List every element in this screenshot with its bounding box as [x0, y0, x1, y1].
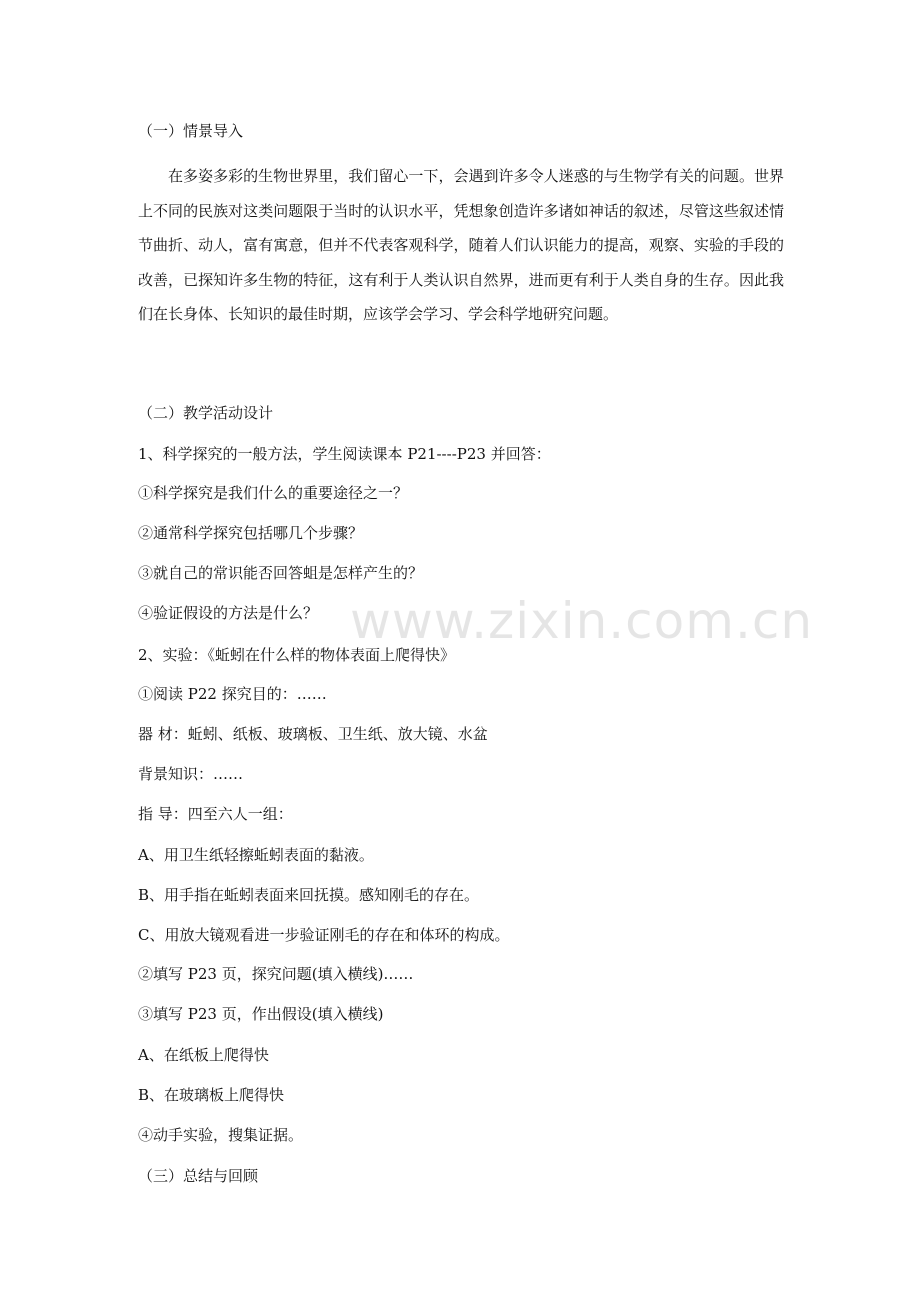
item1-text: 1、科学探究的一般方法，学生阅读课本 P21----P23 并回答：: [138, 445, 551, 463]
question-2: ②通常科学探究包括哪几个步骤？: [138, 524, 364, 542]
materials-line: 器 材：蚯蚓、纸板、玻璃板、卫生纸、放大镜、水盆: [138, 725, 488, 743]
step-2: ②填写 P23 页，探究问题(填入横线)……: [138, 965, 414, 983]
step-1: ①阅读 P22 探究目的：……: [138, 685, 327, 703]
step-4: ④动手实验，搜集证据。: [138, 1126, 304, 1144]
guide-a: A、用卫生纸轻擦蚯蚓表面的黏液。: [138, 846, 374, 864]
section3-heading: （三）总结与回顾: [138, 1167, 259, 1185]
guidance-line: 指 导：四至六人一组：: [138, 805, 293, 823]
section1-heading: （一）情景导入: [138, 122, 244, 140]
watermark-text: www.zixin.com.cn: [350, 592, 814, 650]
step-3: ③填写 P23 页，作出假设(填入横线): [138, 1005, 384, 1023]
guide-b: B、用手指在蚯蚓表面来回抚摸。感知刚毛的存在。: [138, 886, 480, 904]
section1-paragraph: 在多姿多彩的生物世界里，我们留心一下，会遇到许多令人迷惑的与生物学有关的问题。世界上不同的民族对这类问题限于当时的认识水平，凭想象创造许多诸如神话的叙述，尽管这些叙述情节曲折、动人，富有寓意，但并不代表客观科学，随着人们认识能力的提高，观察、实验的手段的改善，已探知许多生物的特征，这有利于人类认识自然界，进而更有利于人类自身的生存。因此我们在长身体、长知识的最佳时期，应该学会学习、学会科学地研究问题。: [138, 167, 784, 323]
guide-c: C、用放大镜观看进一步验证刚毛的存在和体环的构成。: [138, 926, 510, 944]
item2-text: 2、实验：《蚯蚓在什么样的物体表面上爬得快》: [138, 646, 456, 664]
background-knowledge: 背景知识：……: [138, 765, 244, 783]
question-3: ③就自己的常识能否回答蛆是怎样产生的？: [138, 564, 424, 582]
question-4: ④验证假设的方法是什么？: [138, 604, 319, 622]
section2-heading: （二）教学活动设计: [138, 404, 274, 422]
question-1: ①科学探究是我们什么的重要途径之一？: [138, 484, 409, 502]
hypothesis-a: A、在纸板上爬得快: [138, 1046, 269, 1064]
hypothesis-b: B、在玻璃板上爬得快: [138, 1086, 285, 1104]
